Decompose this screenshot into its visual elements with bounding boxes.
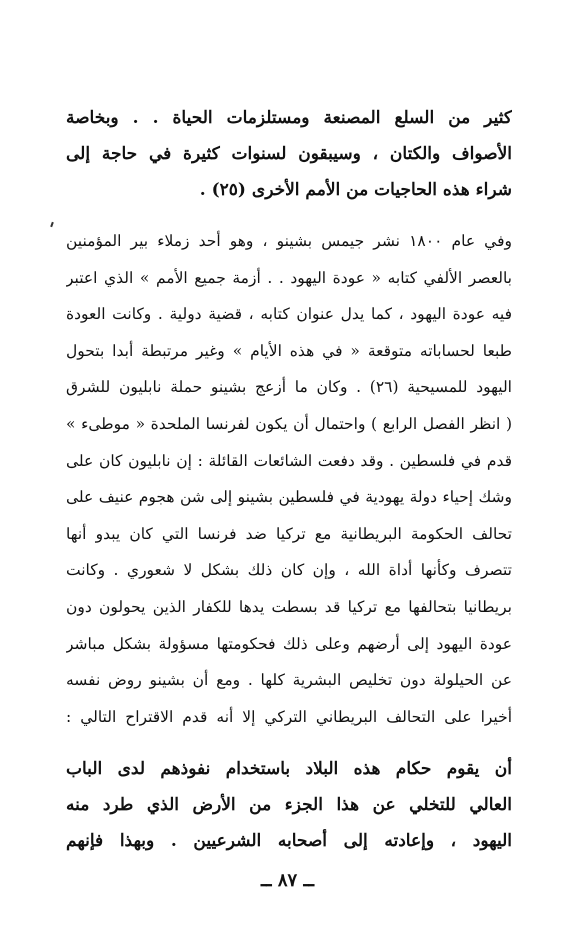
text-line: قدم في فلسطين . وقد دفعت الشائعات القائلة : إن نابليون كان على bbox=[66, 451, 512, 470]
text-line: بريطانيا بتحالفها مع تركيا قد بسطت يدها للكفار الذين يحولون دون bbox=[66, 597, 512, 616]
text-line: تتصرف وكأنها أداة الله ، وإن كان ذلك بشكل لا شعوري . وكانت bbox=[66, 561, 512, 580]
text-line: أن يقوم حكام هذه البلاد باستخدام نفوذهم لدى الباب bbox=[66, 759, 512, 779]
text-line: العالي للتخلي عن هذا الجزء من الأرض الذي طرد منه bbox=[66, 795, 512, 815]
text-line: طبعا لحساباته متوقعة « في هذه الأيام » وغير مرتبطة أبدا بتحول bbox=[66, 341, 512, 360]
text-line: ( انظر الفصل الرابع ) واحتمال أن يكون لفرنسا الملحدة « موطىء » bbox=[66, 414, 512, 433]
text-line: عن الحيلولة دون تخليص البشرية كلها . ومع أن بشينو روض نفسه bbox=[66, 671, 512, 690]
main-paragraph bbox=[66, 223, 512, 735]
text-line: اليهود للمسيحية (٢٦) . وكان ما أزعج بشينو حملة نابليون للشرق bbox=[66, 378, 512, 397]
text-line: اليهود ، وإعادته إلى أصحابه الشرعيين . وبهذا فإنهم bbox=[66, 831, 512, 851]
text-line: تحالف الحكومة البريطانية مع تركيا ضد فرنسا التي كان يبدو أنها bbox=[66, 524, 512, 543]
top-paragraph bbox=[66, 100, 512, 208]
text-line: أخيرا على التحالف البريطاني التركي إلا أنه قدم الاقتراح التالي : bbox=[66, 707, 512, 726]
text-line: وفي عام ١٨٠٠ نشر جيمس بشينو ، وهو أحد زملاء بير المؤمنين bbox=[66, 232, 512, 250]
page-number: ــ ٨٧ ــ bbox=[261, 870, 314, 891]
text-line: فيه عودة اليهود ، كما يدل عنوان كتابه ، قضية دولية . وكانت العودة bbox=[66, 305, 512, 324]
text-line: الأصواف والكتان ، وسيبقون لسنوات كثيرة في حاجة إلى bbox=[66, 144, 512, 164]
stray-ink-mark bbox=[50, 222, 54, 227]
text-line: وشك إحياء دولة يهودية في فلسطين بشينو إلى شن هجوم عنيف على bbox=[66, 488, 512, 507]
text-line: عودة اليهود إلى أرضهم وعلى ذلك فحكومتها مسؤولة بشكل مباشر bbox=[66, 634, 512, 653]
text-line: كثير من السلع المصنعة ومستلزمات الحياة . . وبخاصة bbox=[66, 108, 512, 128]
text-line: بالعصر الألفي كتابه « عودة اليهود . . أزمة جميع الأمم » الذي اعتبر bbox=[66, 268, 512, 287]
text-line: شراء هذه الحاجيات من الأمم الأخرى (٢٥) . bbox=[199, 180, 512, 200]
quoted-proposal bbox=[66, 751, 512, 859]
